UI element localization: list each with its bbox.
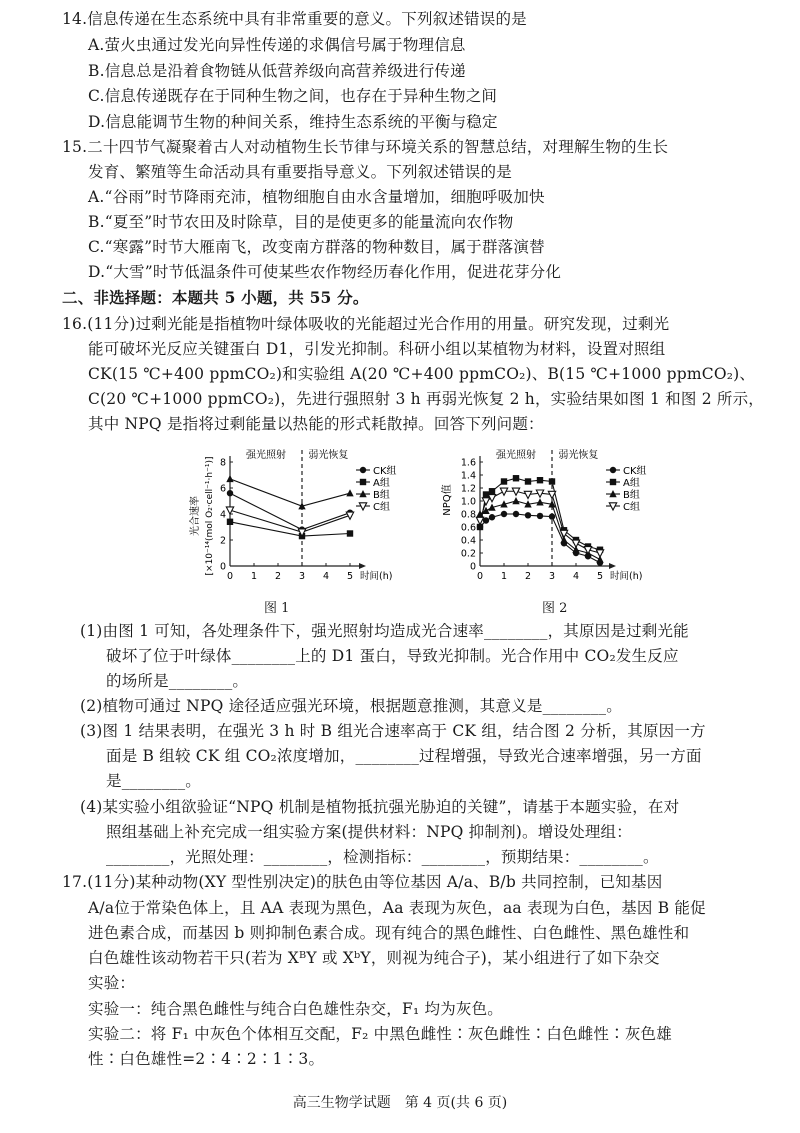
x-tick-label: 0 — [476, 571, 484, 582]
series-line — [480, 501, 600, 560]
x-tick-label: 5 — [596, 571, 604, 582]
series-line — [230, 510, 350, 532]
data-point — [501, 511, 507, 517]
question-17-stem-3: 进色素合成，而基因 b 则抑制色素合成。现有纯合的黑色雌性、白色雌性、黑色雄性和 — [88, 924, 690, 942]
question-17-stem: 17.(11分)某种动物(XY 型性别决定)的肤色由等位基因 A/a、B/b 共同控制，已知基因 — [62, 873, 663, 891]
data-point — [525, 478, 531, 484]
sub-question-3-cont2: 是________。 — [106, 772, 202, 790]
sub-question-1: (1)由图 1 可知，各处理条件下，强光照射均造成光合速率________，其原因是过剩光能 — [80, 622, 689, 640]
y-tick-label: 8 — [219, 457, 226, 469]
data-point — [501, 478, 507, 484]
question-14-stem: 14.信息传递在生态系统中具有非常重要的意义。下列叙述错误的是 — [62, 10, 527, 28]
figure-1-chart — [170, 440, 420, 600]
x-tick-label: 3 — [548, 571, 556, 582]
data-point — [572, 540, 579, 547]
sub-question-4: (4)某实验小组欲验证“NPQ 机制是植物抵抗强光胁迫的关键”，请基于本题实验，在对 — [80, 798, 680, 816]
y-tick-label: 4 — [219, 509, 226, 521]
data-point — [537, 513, 543, 519]
x-tick-label: 2 — [274, 571, 282, 582]
y-tick-label: 1.0 — [460, 496, 476, 508]
legend-marker — [360, 467, 366, 473]
y-tick-label: 2 — [219, 535, 226, 547]
question-15-stem-cont: 发育、繁殖等生命活动具有重要指导意义。下列叙述错误的是 — [88, 163, 512, 181]
option-14b: B.信息总是沿着食物链从低营养级向高营养级进行传递 — [88, 62, 466, 80]
legend-label: A组 — [623, 478, 640, 489]
question-17-stem-4: 白色雄性该动物若干只(若为 XᴮY 或 XᵇY，则视为纯合子)，某小组进行了如下杂交 — [88, 949, 660, 967]
y-axis-label: NPQ值 — [442, 484, 453, 516]
data-point — [548, 491, 555, 498]
figure-1-caption: 图 1 — [264, 601, 290, 616]
section-heading: 二、非选择题：本题共 5 小题，共 55 分。 — [62, 288, 369, 307]
sub-question-3: (3)图 1 结果表明，在强光 3 h 时 B 组光合速率高于 CK 组，结合图 2 分析，其原因一方 — [80, 722, 706, 740]
option-14d: D.信息能调节生物的种间关系，维持生态系统的平衡与稳定 — [88, 113, 498, 131]
data-point — [226, 475, 233, 482]
legend-label: CK组 — [623, 466, 647, 477]
legend-label: CK组 — [373, 466, 397, 477]
y-tick-label: 1.6 — [460, 457, 476, 469]
y-tick-label: 0 — [219, 561, 226, 573]
x-tick-label: 5 — [346, 571, 354, 582]
data-point — [549, 513, 555, 519]
x-tick-label: 4 — [572, 571, 580, 582]
y-axis-label: 光合速率 — [190, 496, 201, 536]
option-14a: A.萤火虫通过发光向异性传递的求偶信号属于物理信息 — [88, 36, 466, 54]
data-point — [537, 477, 543, 483]
legend-marker — [360, 479, 366, 485]
figure-2-chart — [440, 440, 680, 600]
legend-label: C组 — [623, 502, 640, 513]
y-tick-label: 0.2 — [460, 548, 476, 560]
data-point — [525, 512, 531, 518]
data-point — [513, 475, 519, 481]
data-point — [227, 519, 233, 525]
data-point — [513, 511, 519, 517]
question-17-stem-5: 实验： — [88, 974, 136, 992]
question-15-stem: 15.二十四节气凝聚着古人对动植物生长节律与环境关系的智慧总结，对理解生物的生长 — [62, 138, 669, 156]
legend-label: B组 — [623, 490, 640, 501]
x-tick-label: 2 — [524, 571, 532, 582]
sub-question-1-cont: 破坏了位于叶绿体________上的 D1 蛋白，导致光抑制。光合作用中 CO₂发生反应 — [106, 647, 679, 665]
phase-label-strong: 强光照射 — [246, 450, 286, 461]
x-tick-label: 3 — [298, 571, 306, 582]
figure-2-caption: 图 2 — [542, 601, 568, 616]
question-16-stem-3: CK(15 ℃+400 ppmCO₂)和实验组 A(20 ℃+400 ppmCO₂)、B(15 ℃+1000 ppmCO₂)、 — [88, 365, 756, 383]
y-axis-unit: [×10⁻¹⁴(mol O₂·cell⁻¹·h⁻¹)] — [205, 456, 215, 576]
x-tick-label: 1 — [500, 571, 508, 582]
y-tick-label: 0.4 — [460, 535, 476, 547]
data-point — [524, 491, 531, 498]
experiment-1: 实验一：纯合黑色雌性与纯合白色雄性杂交，F₁ 均为灰色。 — [88, 1000, 503, 1018]
sub-question-1-cont2: 的场所是________。 — [106, 672, 249, 690]
y-tick-label: 0.8 — [460, 509, 476, 521]
page-footer: 高三生物学试题 第 4 页(共 6 页) — [292, 1095, 508, 1111]
data-point — [482, 498, 489, 505]
experiment-2-cont: 性∶白色雄性=2∶4∶2∶1∶3。 — [88, 1050, 325, 1068]
legend-label: B组 — [373, 490, 390, 501]
option-15b: B.“夏至”时节农田及时除草，目的是使更多的能量流向农作物 — [88, 213, 514, 231]
option-15a: A.“谷雨”时节降雨充沛，植物细胞自由水含量增加，细胞呼吸加快 — [88, 188, 545, 206]
y-tick-label: 0.6 — [460, 522, 476, 534]
series-line — [480, 514, 600, 563]
phase-label-strong: 强光照射 — [496, 450, 536, 461]
legend-marker — [610, 479, 616, 485]
phase-label-weak: 弱光恢复 — [308, 450, 349, 461]
question-17-stem-2: A/a位于常染色体上，且 AA 表现为黑色，Aa 表现为灰色，aa 表现为白色，基因 B 能促 — [88, 899, 706, 917]
phase-label-weak: 弱光恢复 — [558, 450, 599, 461]
question-16-stem-4: C(20 ℃+1000 ppmCO₂)，先进行强照射 3 h 再弱光恢复 2 h，实验结果如图 1 和图 2 所示， — [88, 390, 764, 408]
x-tick-label: 1 — [250, 571, 258, 582]
option-15c: C.“寒露”时节大雁南飞，改变南方群落的物种数目，属于群落演替 — [88, 238, 545, 256]
legend-label: A组 — [373, 478, 390, 489]
option-15d: D.“大雪”时节低温条件可使某些农作物经历春化作用，促进花芽分化 — [88, 263, 562, 281]
x-axis-arrow — [609, 563, 616, 569]
x-tick-label: 4 — [322, 571, 330, 582]
sub-question-2: (2)植物可通过 NPQ 途径适应强光环境，根据题意推测，其意义是________。 — [80, 697, 622, 715]
question-16-stem-2: 能可破坏光反应关键蛋白 D1，引发光抑制。科研小组以某植物为材料，设置对照组 — [88, 340, 666, 358]
question-16-stem: 16.(11分)过剩光能是指植物叶绿体吸收的光能超过光合作用的用量。研究发现，过剩光 — [62, 315, 670, 333]
data-point — [489, 514, 495, 520]
data-point — [227, 490, 233, 496]
series-line — [230, 493, 350, 529]
option-14c: C.信息传递既存在于同种生物之间，也存在于异种生物之间 — [88, 87, 498, 105]
sub-question-4-cont2: ________，光照处理：________，检测指标：________，预期结果：________。 — [106, 848, 659, 866]
y-tick-label: 1.4 — [460, 470, 476, 482]
sub-question-4-cont: 照组基础上补充完成一组实验方案(提供材料：NPQ 抑制剂)。增设处理组： — [106, 823, 632, 841]
legend-marker — [610, 467, 616, 473]
sub-question-3-cont: 面是 B 组较 CK 组 CO₂浓度增加，________过程增强，导致光合速率增强，另一方面 — [106, 747, 702, 765]
y-tick-label: 0 — [469, 561, 476, 573]
data-point — [489, 488, 495, 494]
data-point — [596, 550, 603, 557]
y-tick-label: 1.2 — [460, 483, 476, 495]
y-tick-label: 6 — [219, 483, 226, 495]
experiment-2: 实验二：将 F₁ 中灰色个体相互交配，F₂ 中黑色雌性∶灰色雌性∶白色雌性∶灰色雄 — [88, 1025, 672, 1043]
data-point — [549, 478, 555, 484]
x-tick-label: 0 — [226, 571, 234, 582]
data-point — [536, 498, 543, 505]
legend-label: C组 — [373, 502, 390, 513]
x-axis-label: 时间(h) — [360, 571, 393, 582]
data-point — [347, 530, 353, 536]
x-axis-arrow — [359, 563, 366, 569]
question-16-stem-5: 其中 NPQ 是指将过剩能量以热能的形式耗散掉。回答下列问题： — [88, 415, 544, 433]
x-axis-label: 时间(h) — [610, 571, 643, 582]
data-point — [512, 497, 519, 504]
data-point — [346, 489, 353, 496]
